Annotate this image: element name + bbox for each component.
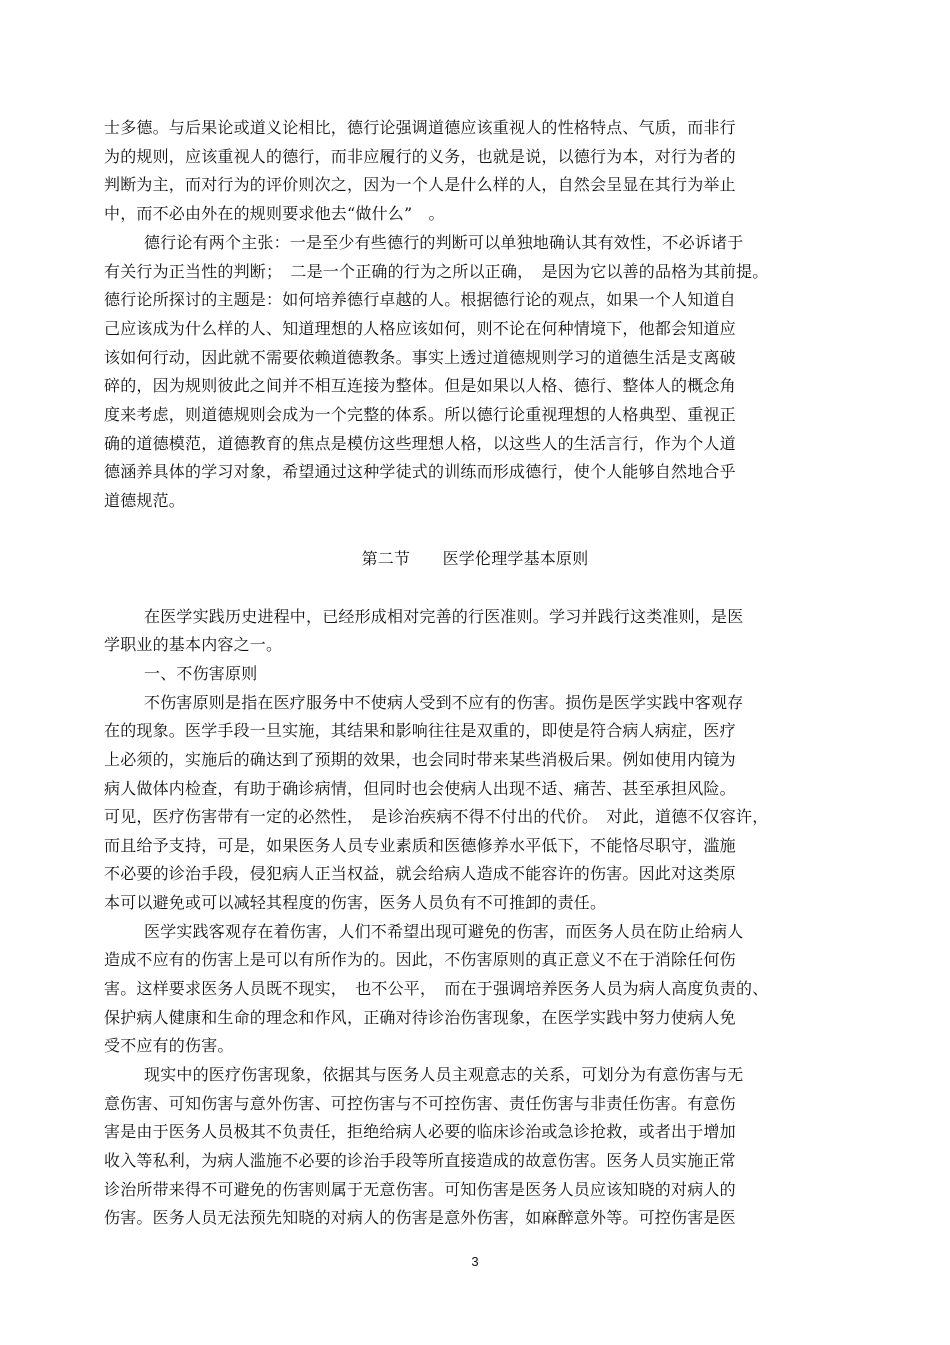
- text-line: 而且给予支持，可是，如果医务人员专业素质和医德修养水平低下，不能恪尽职守，滥施: [104, 836, 736, 855]
- text-line: 不必要的诊治手段，侵犯病人正当权益，就会给病人造成不能容许的伤害。因此对这类原: [104, 864, 736, 883]
- text-line: 收入等私利，为病人滥施不必要的诊治手段等所直接造成的故意伤害。医务人员实施正常: [104, 1151, 736, 1170]
- page-number: 3: [471, 1254, 479, 1269]
- text-line: 害。这样要求医务人员既不现实， 也不公平， 而在于强调培养医务人员为病人高度负责的、: [104, 979, 769, 998]
- text-line: 现实中的医疗伤害现象，依据其与医务人员主观意志的关系，可划分为有意伤害与无: [144, 1065, 744, 1084]
- text-line: 德行论所探讨的主题是：如何培养德行卓越的人。根据德行论的观点，如果一个人知道自: [104, 290, 736, 309]
- text-line: 德涵养具体的学习对象，希望通过这种学徒式的训练而形成德行，使个人能够自然地合乎: [104, 462, 736, 481]
- text-line: 道德规范。: [104, 491, 186, 510]
- text-line: 上必须的，实施后的确达到了预期的效果，也会同时带来某些消极后果。例如使用内镜为: [104, 750, 736, 769]
- text-line: 保护病人健康和生命的理念和作风，正确对待诊治伤害现象，在医学实践中努力使病人免: [104, 1008, 736, 1027]
- section-heading: 第二节 医学伦理学基本原则: [361, 549, 589, 568]
- subheading: 一、不伤害原则: [144, 664, 258, 683]
- text-line: 受不应有的伤害。: [104, 1036, 234, 1055]
- text-line: 有关行为正当性的判断； 二是一个正确的行为之所以正确， 是因为它以善的品格为其前提。: [104, 262, 769, 281]
- text-line: 在医学实践历史进程中，已经形成相对完善的行医准则。学习并践行这类准则，是医: [144, 607, 744, 626]
- text-line: 医学实践客观存在着伤害，人们不希望出现可避免的伤害，而医务人员在防止给病人: [144, 922, 744, 941]
- text-line: 该如何行动，因此就不需要依赖道德教条。事实上透过道德规则学习的道德生活是支离破: [104, 348, 736, 367]
- text-line: 碎的，因为规则彼此之间并不相互连接为整体。但是如果以人格、德行、整体人的概念角: [104, 376, 736, 395]
- text-line: 意伤害、可知伤害与意外伤害、可控伤害与不可控伤害、责任伤害与非责任伤害。有意伤: [104, 1094, 736, 1113]
- text-line: 在的现象。医学手段一旦实施，其结果和影响往往是双重的，即使是符合病人病症，医疗: [104, 721, 736, 740]
- text-line: 中，而不必由外在的规则要求他去“做什么” 。: [104, 204, 445, 223]
- text-line: 学职业的基本内容之一。: [104, 635, 283, 654]
- text-line: 伤害。医务人员无法预先知晓的对病人的伤害是意外伤害，如麻醉意外等。可控伤害是医: [104, 1208, 736, 1227]
- text-line: 度来考虑，则道德规则会成为一个完整的体系。所以德行论重视理想的人格典型、重视正: [104, 405, 736, 424]
- text-line: 确的道德模范，道德教育的焦点是模仿这些理想人格，以这些人的生活言行，作为个人道: [104, 434, 736, 453]
- text-line: 士多德。与后果论或道义论相比，德行论强调道德应该重视人的性格特点、气质，而非行: [104, 118, 736, 137]
- text-line: 己应该成为什么样的人、知道理想的人格应该如何，则不论在何种情境下，他都会知道应: [104, 319, 736, 338]
- text-line: 病人做体内检查，有助于确诊病情，但同时也会使病人出现不适、痛苦、甚至承担风险。: [104, 779, 736, 798]
- text-line: 可见，医疗伤害带有一定的必然性， 是诊治疾病不得不付出的代价。 对此，道德不仅容许，: [104, 807, 769, 826]
- text-line: 不伤害原则是指在医疗服务中不使病人受到不应有的伤害。损伤是医学实践中客观存: [144, 693, 744, 712]
- text-line: 为的规则，应该重视人的德行，而非应履行的义务，也就是说，以德行为本，对行为者的: [104, 147, 736, 166]
- text-line: 诊治所带来得不可避免的伤害则属于无意伤害。可知伤害是医务人员应该知晓的对病人的: [104, 1180, 736, 1199]
- text-line: 判断为主，而对行为的评价则次之，因为一个人是什么样的人，自然会呈显在其行为举止: [104, 175, 736, 194]
- text-line: 本可以避免或可以减轻其程度的伤害，医务人员负有不可推卸的责任。: [104, 893, 607, 912]
- text-line: 害是由于医务人员极其不负责任，拒绝给病人必要的临床诊治或急诊抢救，或者出于增加: [104, 1122, 736, 1141]
- text-line: 造成不应有的伤害上是可以有所作为的。因此，不伤害原则的真正意义不在于消除任何伤: [104, 950, 736, 969]
- text-line: 德行论有两个主张：一是至少有些德行的判断可以单独地确认其有效性，不必诉诸于: [144, 233, 744, 252]
